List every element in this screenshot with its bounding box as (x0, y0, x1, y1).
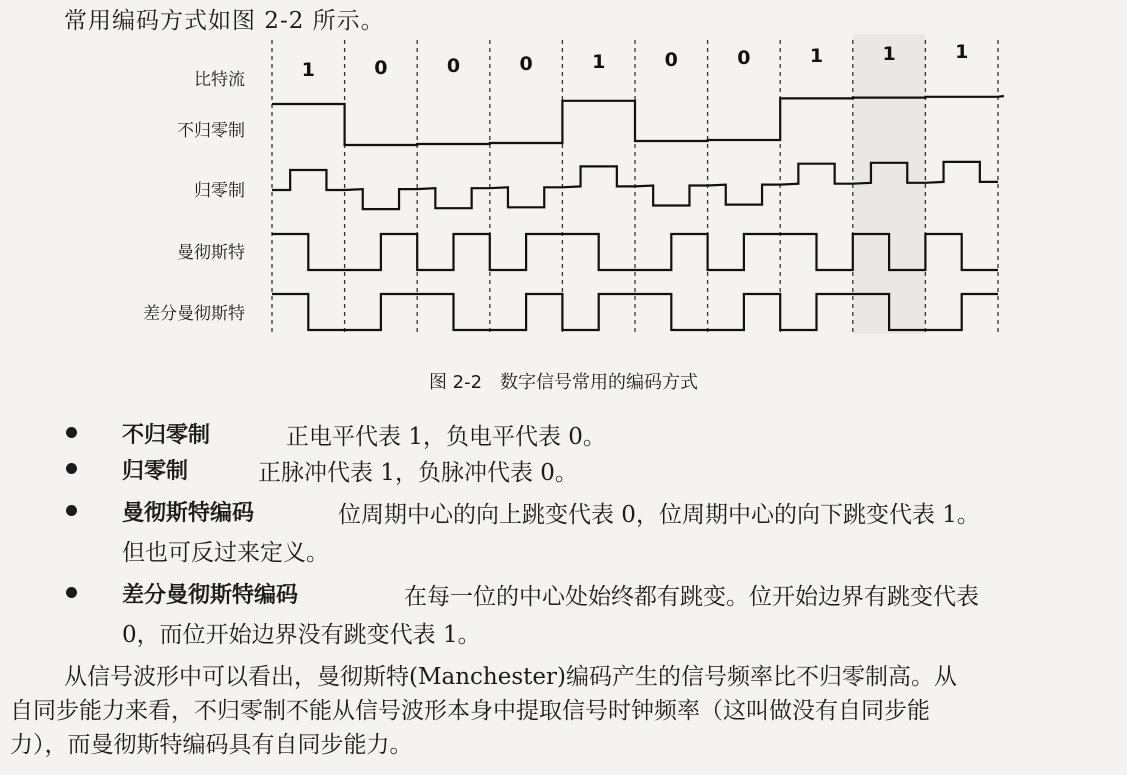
bit-label: 1 (955, 41, 969, 63)
body-paragraph (10, 660, 1120, 762)
row-label-bitstream: 比特流 (194, 70, 245, 90)
bullet-term: 曼彻斯特编码 (122, 501, 255, 526)
bullet-term: 归零制 (122, 459, 189, 484)
bit-label: 1 (809, 45, 824, 67)
bullet-desc: 位周期中心的向上跳变代表 0，位周期中心的向下跳变代表 1。 (338, 502, 980, 528)
bit-label: 0 (664, 49, 678, 71)
row-label-diff-manchester: 差分曼彻斯特 (143, 304, 245, 324)
bullet-desc: 正电平代表 1，负电平代表 0。 (286, 424, 606, 450)
row-label-rz: 归零制 (194, 181, 245, 201)
bit-label: 0 (519, 53, 533, 75)
bit-label: 0 (737, 47, 751, 69)
paragraph-line: 从信号波形中可以看出，曼彻斯特(Manchester)编码产生的信号频率比不归零制高。从 (64, 664, 957, 690)
bullet-dot-icon (66, 427, 77, 438)
bullet-cont: 但也可反过来定义。 (122, 540, 329, 566)
paragraph-line: 力），而曼彻斯特编码具有自同步能力。 (10, 732, 413, 758)
bullet-term: 差分曼彻斯特编码 (122, 583, 299, 608)
bit-label: 1 (882, 43, 896, 65)
row-label-manchester: 曼彻斯特 (177, 243, 245, 263)
intro-text: 常用编码方式如图 2-2 所示。 (64, 8, 385, 34)
bit-label: 0 (374, 57, 388, 79)
paragraph-line: 自同步能力来看，不归零制不能从信号波形本身中提取信号时钟频率（这叫做没有自同步能 (10, 698, 930, 724)
bit-label: 1 (592, 51, 606, 73)
bullet-dot-icon (66, 463, 77, 474)
bullet-desc: 在每一位的中心处始终都有跳变。位开始边界有跳变代表 (404, 584, 979, 610)
bit-label: 1 (301, 59, 315, 81)
bullet-dot-icon (66, 505, 77, 516)
bit-label: 0 (446, 55, 461, 77)
encoding-figure (0, 0, 1127, 365)
bullet-cont: 0，而位开始边界没有跳变代表 1。 (122, 622, 481, 648)
bullet-desc: 正脉冲代表 1，负脉冲代表 0。 (258, 460, 578, 486)
row-label-nrz: 不归零制 (177, 121, 245, 141)
bullet-dot-icon (66, 587, 77, 598)
bullet-term: 不归零制 (122, 423, 211, 448)
figure-caption: 图 2-2 数字信号常用的编码方式 (428, 372, 699, 393)
